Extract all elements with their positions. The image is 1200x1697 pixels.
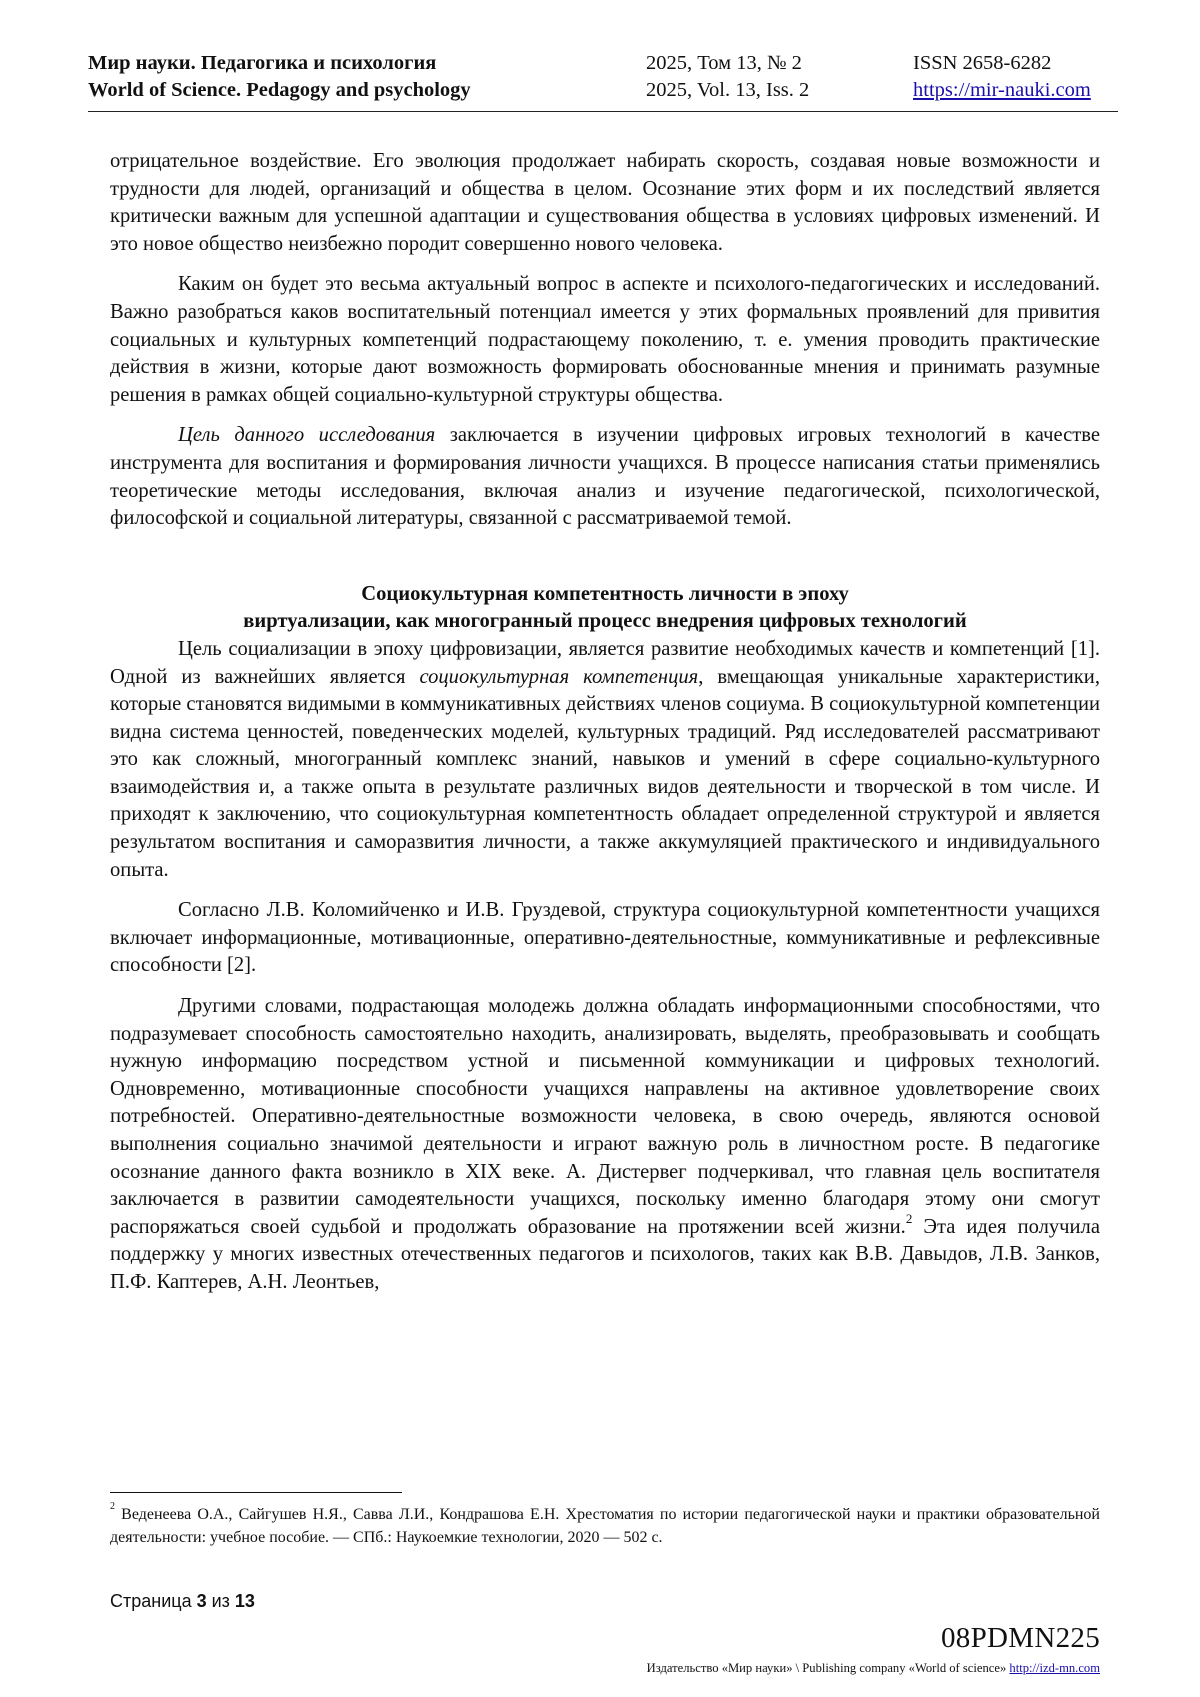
page-label-mid: из (206, 1591, 235, 1611)
footnote-marker: 2 (110, 1501, 115, 1512)
publisher-text: Издательство «Мир науки» \ Publishing company «World of science» (646, 1661, 1010, 1675)
section-heading-line-1: Социокультурная компетентность личности в эпоху (361, 582, 849, 605)
page-number (110, 1591, 255, 1612)
journal-title-ru: Мир науки. Педагогика и психология (88, 52, 437, 74)
footnote-reference: 2 (905, 1210, 913, 1226)
section-heading-line-2: виртуализации, как многогранный процесс внедрения цифровых технологий (243, 610, 967, 633)
paragraph-3 (110, 422, 1100, 532)
paragraph-6-b: Эта идея получила поддержку у многих известных отечественных педагогов и психологов, таких как В.В. Давыдов, Л.В. Занков, П.Ф. Каптерев, А.Н. Леонтьев, (110, 1215, 1100, 1293)
footnote (110, 1503, 1100, 1549)
paragraph-5: Согласно Л.В. Коломийченко и И.В. Груздевой, структура социокультурной компетентности учащихся включает информационные, мотивационные, оперативно-деятельностные, коммуникативные и рефлексивные способности [2]. (110, 899, 1100, 977)
issue-en: 2025, Vol. 13, Iss. 2 (646, 79, 810, 101)
paragraph-3-italic: Цель данного исследования (178, 424, 436, 447)
publisher-url-link[interactable]: http://izd-mn.com (1009, 1661, 1100, 1675)
paragraph-6 (110, 993, 1100, 1297)
header-divider (88, 111, 1118, 112)
article-body (110, 148, 1100, 1310)
paragraph-4-b: , вмещающая уникальные характеристики, которые становятся видимыми в коммуникативных действиях членов социума. В социокультурной компетенции видна система ценностей, поведенческих моделей, культурных традиций. Ряд исследователей рассматривают это как сложный, многогранный комплекс знаний, навыков и умений в сфере социально-культурного взаимодействия и, а также опыта в результате различных видов деятельности и творческой в том числе. И приходят к заключению, что социокультурная компетентность обладает определенной структурой и является результатом воспитания и саморазвития личности, а также аккумуляцией практического и индивидуального опыта. (110, 665, 1100, 881)
publisher-line (647, 1661, 1100, 1676)
paragraph-2: Каким он будет это весьма актуальный вопрос в аспекте и психолого-педагогических и исследований. Важно разобраться каков воспитательный потенциал имеется у этих формальных проявлений для привития социальных и культурных компетенций подрастающему поколению, т. е. умения проводить практические действия в жизни, которые дают возможность формировать обоснованные мнения и принимать разумные решения в рамках общей социально-культурной структуры общества. (110, 273, 1100, 406)
paragraph-4-italic: социокультурная компетенция (419, 665, 699, 688)
paragraph-1: отрицательное воздействие. Его эволюция продолжает набирать скорость, создавая новые возможности и трудности для людей, организаций и общества в целом. Осознание этих форм и их последствий является критически важным для успешной адаптации и существования общества в условиях цифровых изменений. И это новое общество неизбежно породит совершенно нового человека. (110, 150, 1100, 255)
footnote-divider (110, 1492, 402, 1493)
issue-ru: 2025, Том 13, № 2 (646, 52, 802, 74)
page-label-prefix: Страница (110, 1591, 197, 1611)
page-total: 13 (234, 1591, 255, 1611)
paragraph-4-a: Цель социализации в эпоху цифровизации, является развитие необходимых качеств и компетенций [1]. Одной из важнейших является (110, 637, 1100, 688)
paragraph-4 (110, 636, 1100, 884)
issn: ISSN 2658-6282 (913, 52, 1052, 74)
section-heading (110, 581, 1100, 636)
journal-url-link[interactable]: https://mir-nauki.com (913, 79, 1091, 101)
paragraph-6-a: Другими словами, подрастающая молодежь должна обладать информационными способностями, что подразумевает способность самостоятельно находить, анализировать, выделять, преобразовывать и сообщать нужную информацию посредством устной и письменной коммуникации и цифровых технологий. Одновременно, мотивационные способности учащихся направлены на активное удовлетворение своих потребностей. Оперативно-деятельностные возможности человека, в свою очередь, являются основой выполнения социально значимой деятельности и играют важную роль в личностном росте. В педагогике осознание данного факта возникло в XIX веке. А. Дистервег подчеркивал, что главная цель воспитателя заключается в развитии самодеятельности учащихся, поскольку именно благодаря этому они смогут распоряжаться своей судьбой и продолжать образование на протяжении всей жизни. (110, 995, 1100, 1238)
issue-block (646, 50, 809, 104)
article-code: 08PDMN225 (941, 1622, 1100, 1654)
page-current: 3 (196, 1591, 207, 1611)
footnote-text: Веденеева О.А., Сайгушев Н.Я., Савва Л.И., Кондрашова Е.Н. Хрестоматия по истории педагогической науки и практики образовательной деятельности: учебное пособие. — СПб.: Наукоемкие технологии, 2020 — 502 с. (110, 1506, 1100, 1546)
journal-title-block (88, 50, 471, 104)
journal-title-en: World of Science. Pedagogy and psychology (88, 79, 471, 101)
paragraph-3-rest: заключается в изучении цифровых игровых технологий в качестве инструмента для воспитания и формирования личности учащихся. В процессе написания статьи применялись теоретические методы исследования, включая анализ и изучение педагогической, психологической, философской и социальной литературы, связанной с рассматриваемой темой. (110, 424, 1100, 530)
journal-header (88, 50, 1118, 112)
issn-block (913, 50, 1091, 104)
